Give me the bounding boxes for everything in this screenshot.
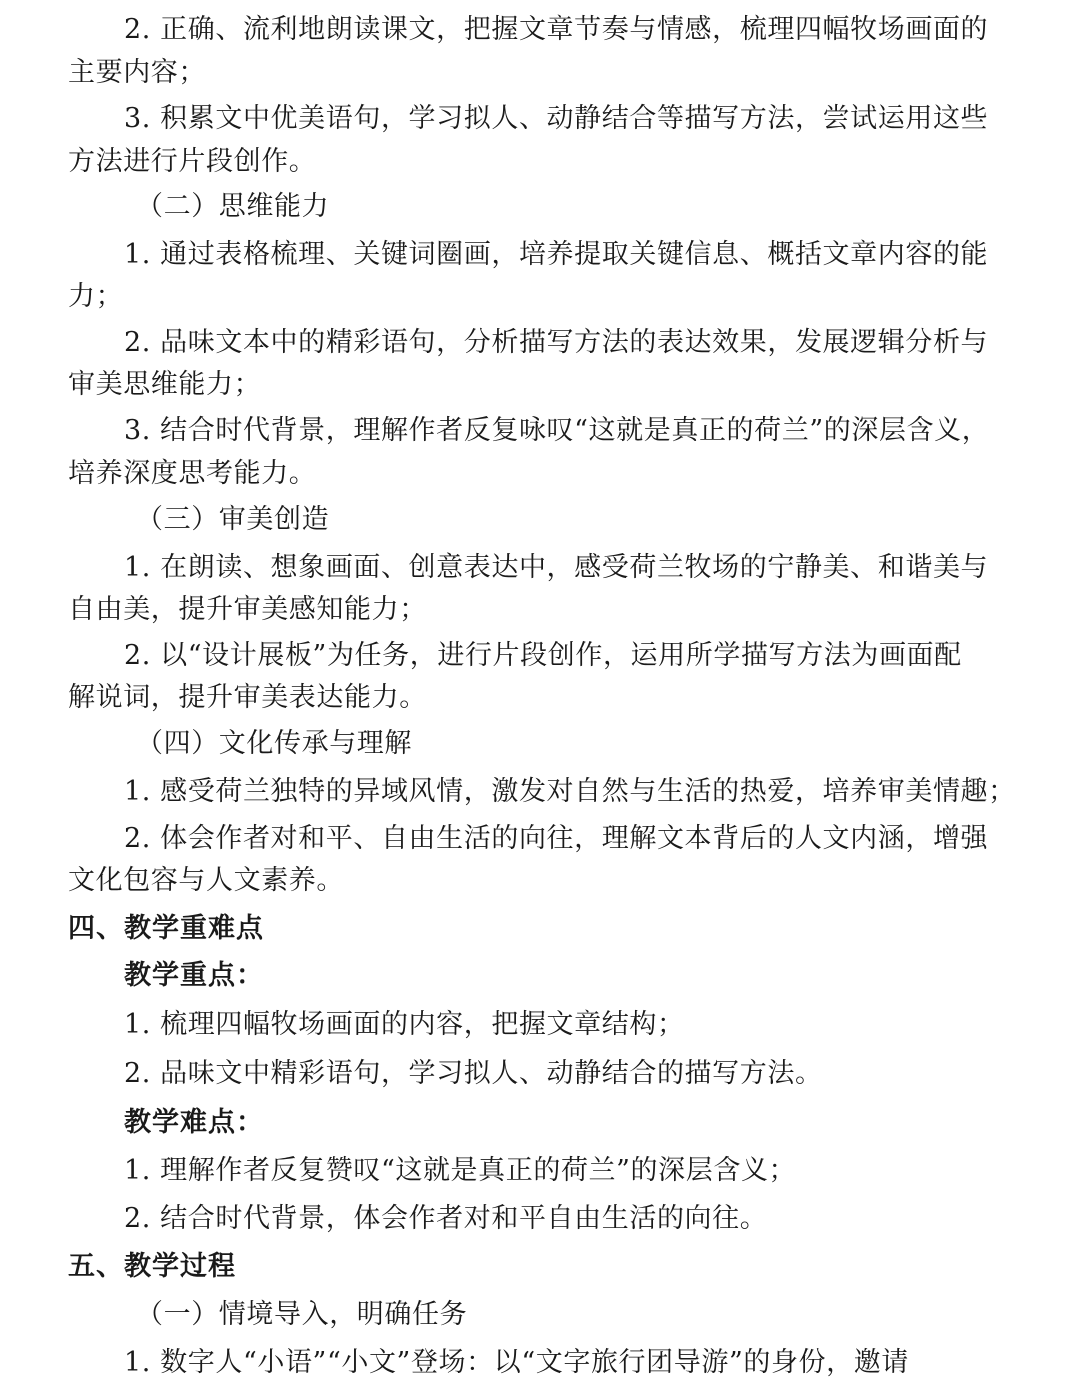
- thinking-3-line-1: 3. 结合时代背景，理解作者反复咏叹“这就是真正的荷兰”的深层含义，: [124, 415, 990, 446]
- culture-2-line-2: 文化包容与人文素养。: [68, 865, 344, 896]
- focus-1-line: 1. 梳理四幅牧场画面的内容，把握文章结构；: [124, 1009, 685, 1040]
- thinking-2-line-1: 2. 品味文本中的精彩语句，分析描写方法的表达效果，发展逻辑分析与: [124, 327, 989, 358]
- subheading-introduction: （一）情境导入，明确任务: [136, 1299, 468, 1330]
- focus-2-line: 2. 品味文中精彩语句，学习拟人、动静结合的描写方法。: [124, 1058, 823, 1089]
- objective-2-line-2: 主要内容；: [68, 57, 206, 88]
- introduction-1-line: 1. 数字人“小语”“小文”登场：以“文字旅行团导游”的身份，邀请: [124, 1347, 909, 1378]
- aesthetics-1-line-2: 自由美，提升审美感知能力；: [68, 594, 427, 625]
- difficulty-2-line: 2. 结合时代背景，体会作者对和平自由生活的向往。: [124, 1203, 768, 1234]
- thinking-3-line-2: 培养深度思考能力。: [68, 458, 317, 489]
- thinking-1-line-2: 力；: [68, 281, 124, 312]
- thinking-1-line-1: 1. 通过表格梳理、关键词圈画，培养提取关键信息、概括文章内容的能: [124, 239, 989, 270]
- section-heading-process: 五、教学过程: [68, 1251, 236, 1282]
- objective-3-line-2: 方法进行片段创作。: [68, 146, 317, 177]
- aesthetics-1-line-1: 1. 在朗读、想象画面、创意表达中，感受荷兰牧场的宁静美、和谐美与: [124, 552, 989, 583]
- subheading-thinking: （二）思维能力: [136, 191, 330, 222]
- subheading-culture: （四）文化传承与理解: [136, 728, 412, 759]
- aesthetics-2-line-1: 2. 以“设计展板”为任务，进行片段创作，运用所学描写方法为画面配: [124, 640, 962, 671]
- objective-2-line-1: 2. 正确、流利地朗读课文，把握文章节奏与情感，梳理四幅牧场画面的: [124, 14, 989, 45]
- section-heading-key-points: 四、教学重难点: [68, 913, 264, 944]
- subheading-aesthetics: （三）审美创造: [136, 504, 330, 535]
- label-teaching-difficulty: 教学难点：: [124, 1107, 264, 1138]
- objective-3-line-1: 3. 积累文中优美语句，学习拟人、动静结合等描写方法，尝试运用这些: [124, 103, 989, 134]
- culture-1-line: 1. 感受荷兰独特的异域风情，激发对自然与生活的热爱，培养审美情趣；: [124, 776, 1016, 807]
- aesthetics-2-line-2: 解说词，提升审美表达能力。: [68, 682, 427, 713]
- difficulty-1-line: 1. 理解作者反复赞叹“这就是真正的荷兰”的深层含义；: [124, 1155, 797, 1186]
- culture-2-line-1: 2. 体会作者对和平、自由生活的向往，理解文本背后的人文内涵，增强: [124, 823, 989, 854]
- thinking-2-line-2: 审美思维能力；: [68, 369, 262, 400]
- label-teaching-focus: 教学重点：: [124, 960, 264, 991]
